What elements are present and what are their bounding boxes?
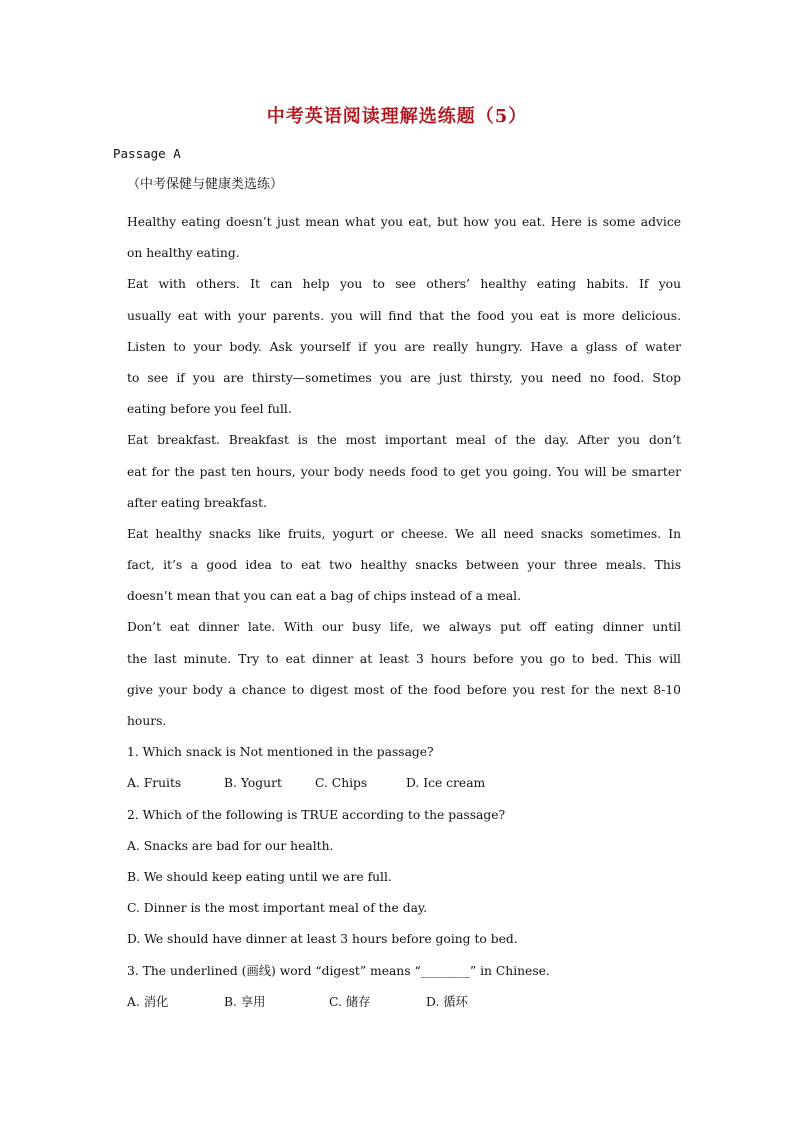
document-title: 中考英语阅读理解选练题（5）	[266, 106, 528, 127]
question-2-option-d: D. We should have dinner at least 3 hours before going to bed.	[127, 932, 518, 947]
question-2-option-b: B. We should keep eating until we are full.	[127, 869, 392, 884]
passage-line: Eat healthy snacks like fruits, yogurt or cheese. We all need snacks sometimes. In	[127, 526, 681, 541]
passage-line: the last minute. Try to eat dinner at least 3 hours before you go to bed. This will	[127, 651, 681, 666]
question-2-option-a: A. Snacks are bad for our health.	[127, 838, 334, 853]
passage-line: fact, it’s a good idea to eat two healthy snacks between your three meals. This	[127, 558, 681, 573]
passage-line: to see if you are thirsty—sometimes you are just thirsty, you need no food. Stop	[127, 370, 681, 385]
question-1-option-b: B. Yogurt	[224, 776, 282, 791]
passage-line: Listen to your body. Ask yourself if you are really hungry. Have a glass of water	[127, 339, 681, 354]
passage-line: doesn’t mean that you can eat a bag of chips instead of a meal.	[127, 589, 521, 604]
passage-line: Don’t eat dinner late. With our busy life, we always put off eating dinner until	[127, 620, 681, 635]
passage-line: usually eat with your parents. you will find that the food you eat is more delicious.	[127, 308, 681, 323]
question-2-stem: 2. Which of the following is TRUE according to the passage?	[127, 807, 506, 822]
question-1-stem: 1. Which snack is Not mentioned in the passage?	[127, 745, 434, 760]
question-3-option-c: C. 储存	[329, 994, 371, 1009]
question-3-option-d: D. 循环	[426, 994, 468, 1009]
passage-line: Healthy eating doesn’t just mean what you eat, but how you eat. Here is some advice	[127, 215, 681, 229]
question-1-option-c: C. Chips	[315, 776, 368, 791]
question-1-option-d: D. Ice cream	[406, 776, 486, 791]
passage-label: Passage A	[113, 146, 181, 161]
passage-line: after eating breakfast.	[127, 495, 267, 510]
question-3-option-a: A. 消化	[127, 994, 169, 1009]
question-3-option-b: B. 享用	[224, 994, 266, 1009]
passage-line: Eat with others. It can help you to see others’ healthy eating habits. If you	[127, 277, 681, 292]
passage-line: Eat breakfast. Breakfast is the most important meal of the day. After you don’t	[127, 433, 681, 448]
passage-subtitle: （中考保健与健康类选练）	[127, 177, 284, 192]
passage-body	[127, 207, 681, 1018]
passage-line: on healthy eating.	[127, 246, 240, 261]
passage-line: eating before you feel full.	[127, 402, 292, 417]
question-1-option-a: A. Fruits	[127, 776, 182, 791]
question-3-stem: 3. The underlined (画线) word “digest” means “________” in Chinese.	[127, 963, 550, 978]
passage-line: hours.	[127, 714, 167, 728]
passage-line: eat for the past ten hours, your body needs food to get you going. You will be smarter	[127, 464, 681, 479]
question-3-options	[127, 987, 681, 1018]
question-2-option-c: C. Dinner is the most important meal of the day.	[127, 901, 428, 916]
question-1-options	[127, 768, 681, 799]
passage-line: give your body a chance to digest most of the food before you rest for the next 8-10	[127, 682, 681, 697]
